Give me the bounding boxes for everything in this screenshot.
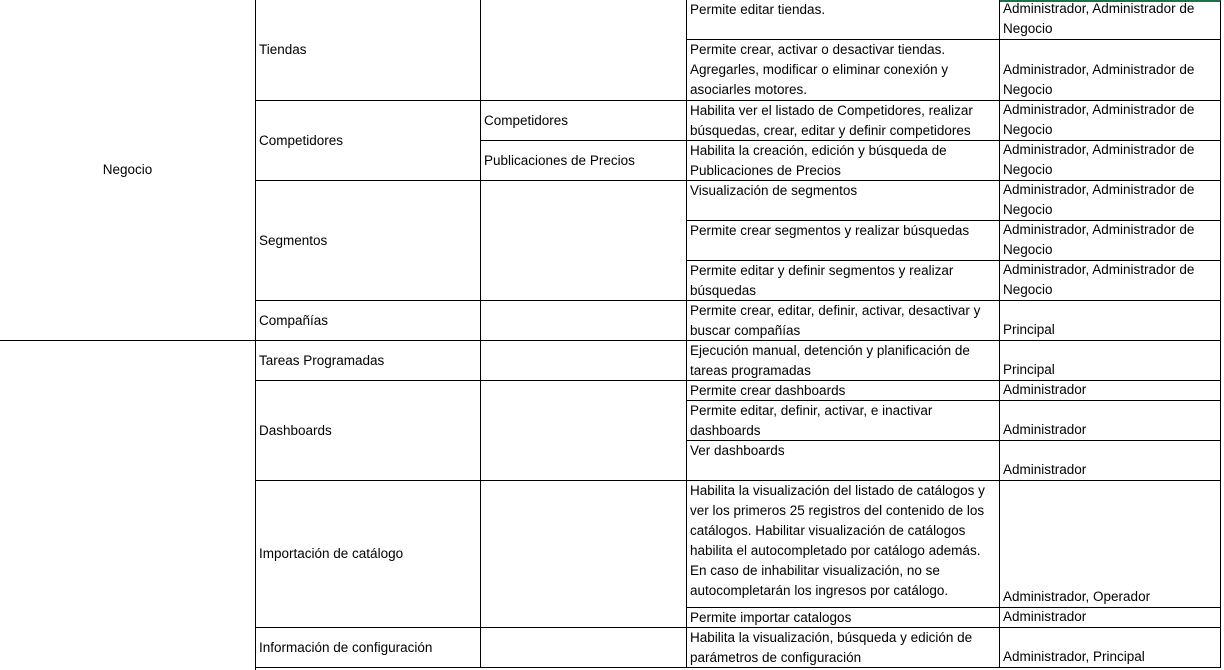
role-text: Administrador, Administrador de Negocio [1003, 222, 1195, 257]
submenu-cell-publicaciones[interactable] [481, 141, 687, 181]
permission-cell[interactable] [687, 608, 1000, 628]
menu-cell-configuracion[interactable] [256, 628, 481, 668]
role-text: Administrador [1003, 422, 1087, 437]
submenu-cell-empty[interactable] [481, 381, 687, 481]
permission-text: Ver dashboards [690, 443, 785, 458]
role-cell[interactable] [1000, 141, 1221, 181]
menu-cell-segmentos[interactable] [256, 181, 481, 301]
permission-text: Permite crear, editar, definir, activar, desactivar y buscar compañías [690, 303, 981, 338]
role-text: Administrador, Administrador de Negocio [1003, 142, 1195, 177]
menu-label: Segmentos [259, 232, 328, 248]
permission-cell[interactable] [687, 141, 1000, 181]
submenu-cell-empty[interactable] [481, 628, 687, 668]
module-label: Negocio [102, 162, 153, 177]
role-text: Administrador, Administrador de Negocio [1003, 1, 1195, 36]
permission-cell[interactable] [687, 0, 1000, 40]
role-cell[interactable] [1000, 261, 1221, 301]
submenu-label: Publicaciones de Precios [484, 152, 635, 168]
submenu-cell-empty[interactable] [481, 341, 687, 381]
permission-text: Permite crear dashboards [690, 383, 846, 398]
submenu-cell-empty[interactable] [481, 181, 687, 301]
role-cell[interactable] [1000, 441, 1221, 481]
role-cell[interactable] [1000, 221, 1221, 261]
role-text: Administrador [1003, 462, 1087, 477]
module-cell-negocio[interactable] [0, 0, 256, 341]
role-text: Administrador, Administrador de Negocio [1003, 182, 1195, 217]
role-cell[interactable] [1000, 101, 1221, 141]
role-cell[interactable] [1000, 341, 1221, 381]
menu-cell-tiendas[interactable] [256, 0, 481, 101]
permission-cell[interactable] [687, 221, 1000, 261]
permission-cell[interactable] [687, 40, 1000, 101]
permission-text: Habilita la visualización, búsqueda y edición de parámetros de configuración [690, 630, 973, 665]
permission-cell[interactable] [687, 261, 1000, 301]
menu-label: Competidores [259, 132, 344, 148]
permission-text: Habilita la visualización del listado de catálogos y ver los primeros 25 registros del contenido de los catálogos. Habilitar visualización de catálogos habilita el autocompletado por catálogo además. En caso de inhabilitar visualización, no se autocompletarán los ingresos por catálogo. [690, 483, 985, 598]
permission-cell[interactable] [687, 441, 1000, 481]
role-text: Principal [1003, 322, 1055, 337]
permission-cell[interactable] [687, 481, 1000, 608]
role-text: Administrador, Operador [1003, 589, 1151, 604]
permission-cell[interactable] [687, 341, 1000, 381]
permission-text: Habilita ver el listado de Competidores, realizar búsquedas, crear, editar y definir competidores [690, 103, 973, 138]
role-text: Administrador, Principal [1003, 649, 1145, 664]
submenu-label: Competidores [484, 112, 569, 128]
permission-text: Permite crear segmentos y realizar búsquedas [690, 223, 970, 238]
permission-text: Visualización de segmentos [690, 183, 858, 198]
role-cell[interactable] [1000, 381, 1221, 401]
role-cell[interactable] [1000, 0, 1221, 40]
menu-label: Importación de catálogo [259, 546, 404, 561]
permission-text: Habilita la creación, edición y búsqueda de Publicaciones de Precios [690, 143, 947, 178]
menu-cell-tareas[interactable] [256, 341, 481, 381]
submenu-cell-empty[interactable] [481, 0, 687, 101]
permission-text: Permite importar catalogos [690, 610, 852, 625]
role-cell[interactable] [1000, 628, 1221, 668]
permission-text: Permite crear, activar o desactivar tiendas. Agregarles, modificar o eliminar conexión y asociarles motores. [690, 42, 949, 97]
role-cell[interactable] [1000, 481, 1221, 608]
menu-label: Tiendas [259, 42, 307, 57]
role-cell[interactable] [1000, 608, 1221, 628]
submenu-cell-empty[interactable] [481, 301, 687, 341]
menu-cell-importacion[interactable] [256, 481, 481, 628]
submenu-cell-empty[interactable] [481, 481, 687, 628]
menu-label: Tareas Programadas [259, 352, 385, 368]
role-cell[interactable] [1000, 181, 1221, 221]
permission-cell[interactable] [687, 101, 1000, 141]
permission-text: Permite editar tiendas. [690, 2, 826, 17]
permission-cell[interactable] [687, 381, 1000, 401]
permission-cell[interactable] [687, 628, 1000, 668]
menu-label: Información de configuración [259, 639, 433, 655]
menu-label: Compañías [259, 312, 329, 328]
role-text: Principal [1003, 362, 1055, 377]
permission-cell[interactable] [687, 301, 1000, 341]
role-cell[interactable] [1000, 301, 1221, 341]
role-text: Administrador, Administrador de Negocio [1003, 262, 1195, 297]
role-text: Administrador, Administrador de Negocio [1003, 102, 1195, 137]
role-text: Administrador [1003, 382, 1087, 397]
role-cell[interactable] [1000, 40, 1221, 101]
role-text: Administrador, Administrador de Negocio [1003, 62, 1195, 97]
role-text: Administrador [1003, 609, 1087, 624]
menu-label: Dashboards [259, 422, 332, 438]
module-cell-empty[interactable] [0, 341, 256, 670]
permission-text: Permite editar, definir, activar, e inactivar dashboards [690, 403, 933, 438]
menu-cell-companias[interactable] [256, 301, 481, 341]
menu-cell-competidores[interactable] [256, 101, 481, 181]
submenu-cell-competidores[interactable] [481, 101, 687, 141]
permission-cell[interactable] [687, 181, 1000, 221]
menu-cell-dashboards[interactable] [256, 381, 481, 481]
permission-text: Ejecución manual, detención y planificación de tareas programadas [690, 343, 970, 378]
permission-text: Permite editar y definir segmentos y realizar búsquedas [690, 263, 954, 298]
role-cell[interactable] [1000, 401, 1221, 441]
permission-cell[interactable] [687, 401, 1000, 441]
